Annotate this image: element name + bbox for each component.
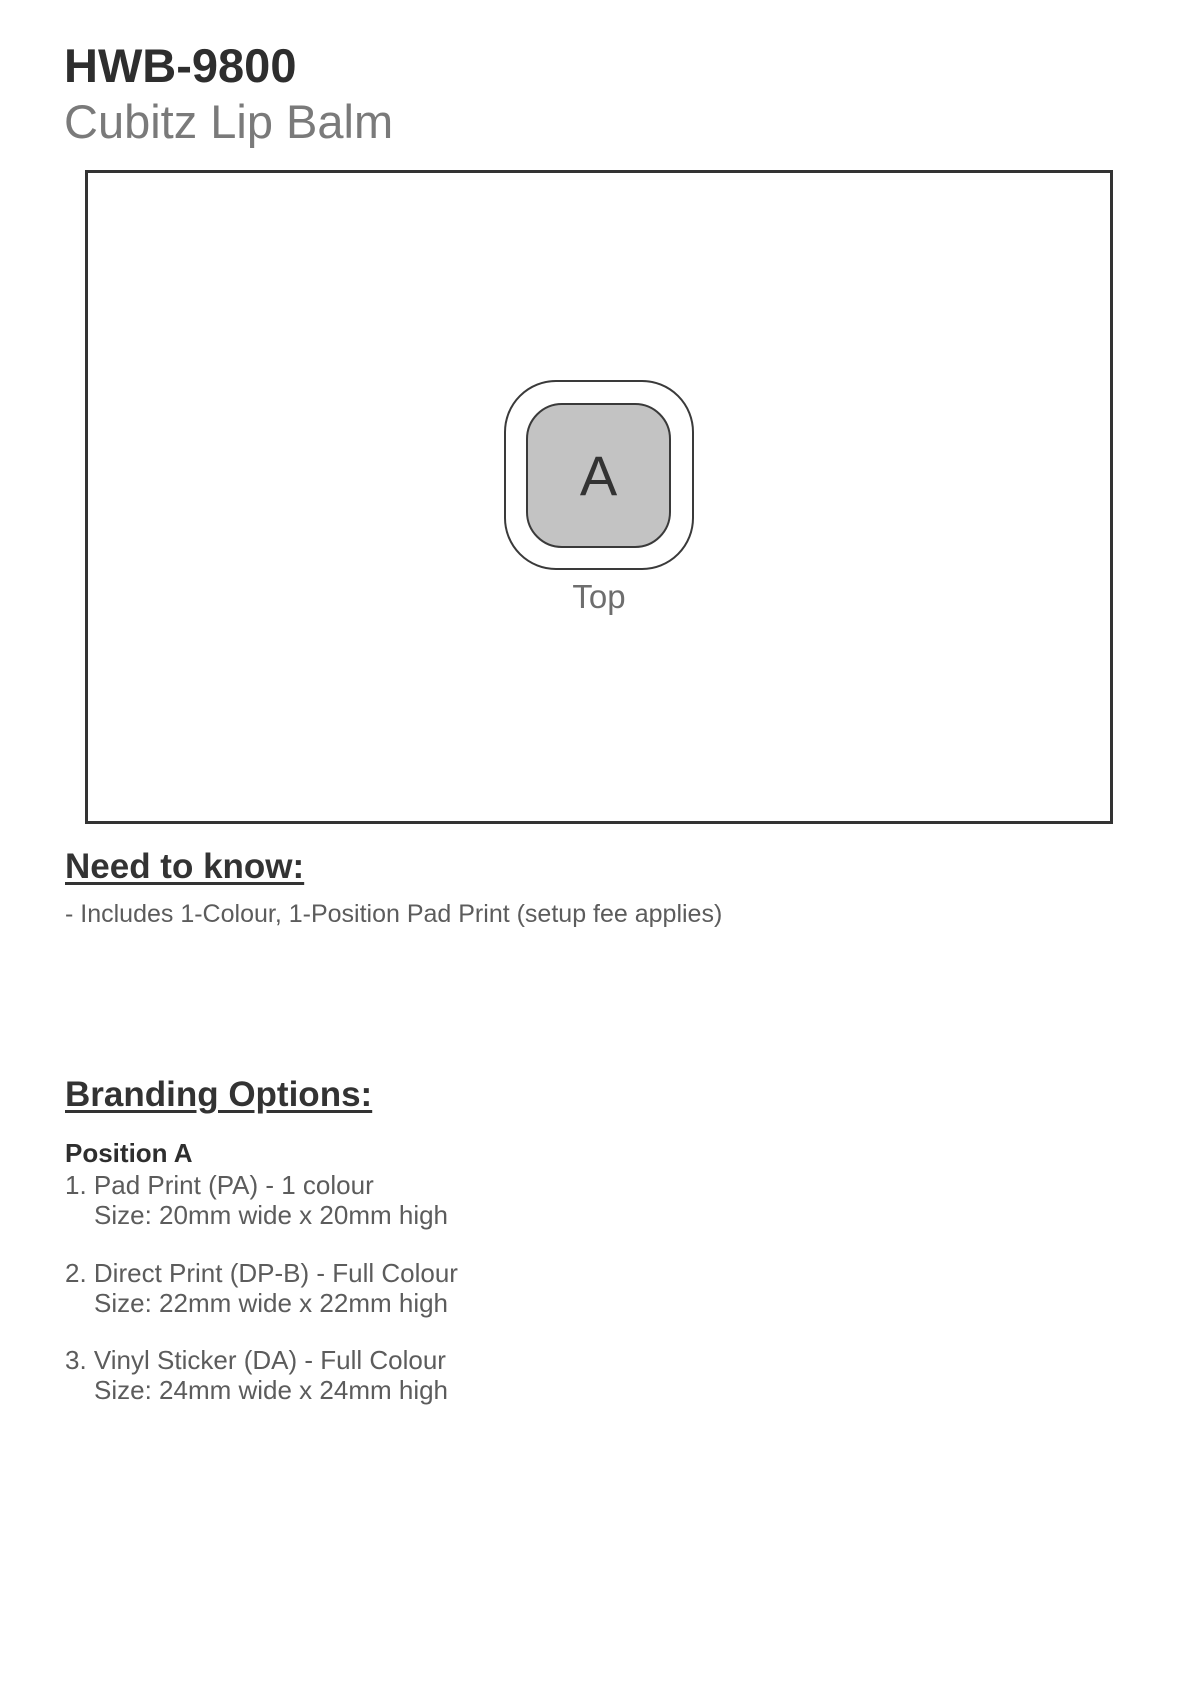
branding-option-vinyl-sticker — [65, 1345, 448, 1405]
branding-option-direct-print — [65, 1258, 458, 1318]
option-size: Size: 22mm wide x 22mm high — [94, 1288, 449, 1318]
option-label: 2. Direct Print (DP-B) - Full Colour — [65, 1258, 458, 1288]
option-size: Size: 24mm wide x 24mm high — [94, 1375, 449, 1405]
need-to-know-item: - Includes 1-Colour, 1-Position Pad Print (setup fee applies) — [65, 900, 723, 928]
view-label: Top — [572, 578, 626, 615]
position-title: Position A — [65, 1138, 193, 1168]
option-label: 3. Vinyl Sticker (DA) - Full Colour — [65, 1345, 446, 1375]
branding-options-heading: Branding Options: — [65, 1075, 373, 1114]
branding-option-pad-print — [65, 1170, 448, 1230]
product-code: HWB-9800 — [64, 39, 297, 92]
print-area-letter: A — [579, 443, 618, 507]
print-area-position-a — [526, 403, 671, 548]
option-label: 1. Pad Print (PA) - 1 colour — [65, 1170, 374, 1200]
need-to-know-heading: Need to know: — [65, 847, 305, 886]
option-size: Size: 20mm wide x 20mm high — [94, 1200, 449, 1230]
product-name: Cubitz Lip Balm — [64, 95, 394, 148]
